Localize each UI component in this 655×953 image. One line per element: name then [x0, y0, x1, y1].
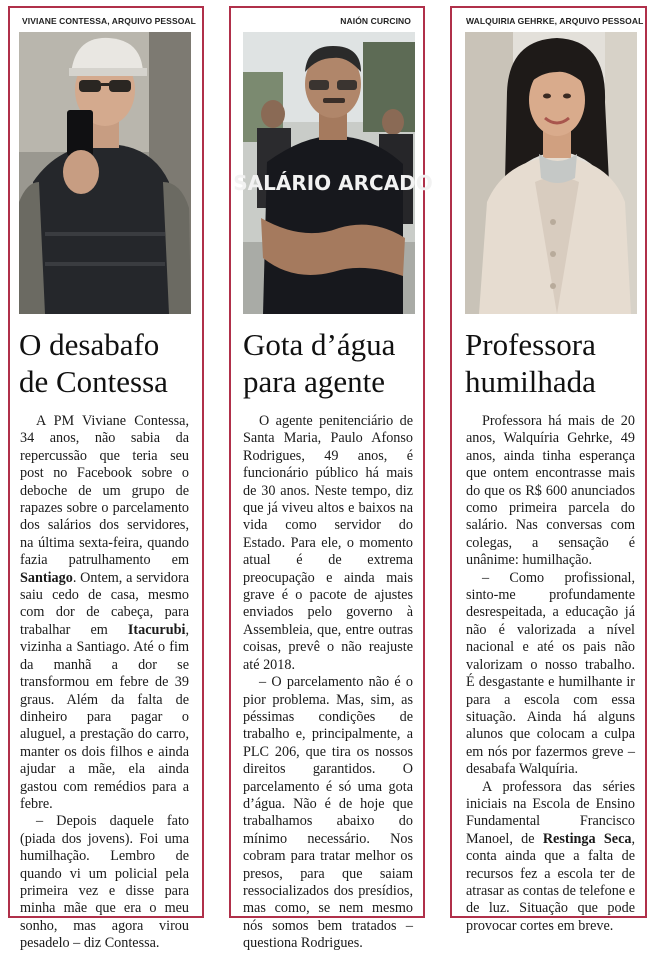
text-run: , vizinha a Santiago. Até o fim da manhã a dor se transformou em febre de 39 graus. Além da falta de dinheiro para pagar o aluguel, a prestação do carro, manter os dois filhos e ainda ajudar a mãe, ela ainda gastou com remédios para a febre.	[20, 621, 189, 812]
place-name: Restinga Seca	[542, 830, 632, 847]
photo-viviane-contessa	[19, 32, 191, 314]
portrait-photo-icon	[19, 32, 191, 314]
article-column-3	[450, 6, 647, 934]
shirt-text: SALÁRIO ARCADO	[233, 171, 433, 195]
article-column-1	[8, 6, 204, 952]
text-run: – Como profissional, sinto-me profundamente desrespeitada, a educação já não é valorizada a nível nacional e até os pais não valorizam o nosso trabalho. É desgastante e humilhante ir para a escola com essa situação. Ainda há alguns alunos que colocam a culpa em nós por fazermos greve – desabafa Walquíria.	[466, 569, 635, 778]
portrait-photo-icon	[465, 32, 637, 314]
article-headline: Professora humilhada	[465, 327, 596, 399]
photo-credit: WALQUIRIA GEHRKE, ARQUIVO PESSOAL	[466, 16, 644, 26]
article-column-2	[229, 6, 433, 952]
article-body	[466, 413, 635, 935]
text-run: Professora há mais de 20 anos, Walquíria Gehrke, 49 anos, ainda tinha esperança que ontem encontrasse mais do que os R$ 600 anunciados como primeira parcela do salário. Nas conversas com colegas, a sensação é unânime: humilhação.	[466, 413, 635, 569]
photo-credit: VIVIANE CONTESSA, ARQUIVO PESSOAL	[22, 16, 196, 26]
text-run: , conta ainda que a falta de recursos fez a escola ter de atrasar as contas de telefone e de luz. Situação que pode provocar cortes em breve.	[466, 830, 636, 934]
article-headline: Gota d’água para agente	[243, 327, 396, 399]
text-run: – Depois daquele fato (piada dos jovens). Foi uma humilhação. Lembro de quando vi um policial pela primeira vez e disse para minha mãe que era o meu sonho, mas agora virou pesadelo – diz Contessa.	[20, 813, 189, 952]
portrait-photo-icon	[233, 32, 433, 314]
article-paragraph	[466, 779, 635, 936]
photo-walquiria-gehrke	[465, 32, 637, 314]
text-run: A professora das séries iniciais na Escola de Ensino Fundamental Francisco Manoel, de	[466, 778, 635, 847]
article-paragraph	[20, 813, 189, 952]
article-paragraph	[243, 413, 413, 674]
photo-paulo-afonso-rodrigues	[233, 32, 433, 314]
article-body	[243, 413, 413, 953]
article-headline: O desabafo de Contessa	[19, 327, 168, 399]
text-run: A PM Viviane Contessa, 34 anos, não sabia da repercussão que teria seu post no Facebook sobre o deboche de um grupo de rapazes sobre o parcelamento dos salários dos servidores, na última sexta-feira, quando fazia patrulhamento em	[20, 413, 189, 569]
article-paragraph	[243, 674, 413, 953]
article-paragraph	[20, 413, 189, 813]
text-run: – O parcelamento não é o pior problema. Mas, sim, as péssimas condições de trabalho e, principalmente, a PLC 206, que tira os nossos direitos garantidos. O parcelamento é só uma gota d’água. Não é de hoje que trabalhamos abaixo do mínimo necessário. Nos cobram para tratar melhor os presos, para que saiam ressocializados dos presídios, mas como, se nem mesmo nós somos bem tratados – questiona Rodrigues.	[243, 674, 413, 952]
article-paragraph	[466, 570, 635, 779]
place-name: Itacurubi	[127, 621, 186, 638]
place-name: Santiago	[20, 569, 73, 586]
text-run: O agente penitenciário de Santa Maria, Paulo Afonso Rodrigues, 49 anos, é funcionário público há mais de 30 anos. Neste tempo, diz que já viveu altos e baixos na vida como servidor do Estado. Para ele, o momento atual é de extrema preocupação e ainda mais grave é o pacote de ajustes enviados pelo governo à Assembleia, que, entre outras coisas, prevê o não reajuste até 2018.	[243, 413, 413, 673]
text-run: . Ontem, a servidora saiu cedo de casa, mesmo com dor de cabeça, para trabalhar em	[20, 569, 189, 638]
article-body	[20, 413, 189, 953]
article-paragraph	[466, 413, 635, 570]
photo-credit: NAIÓN CURCINO	[340, 16, 411, 26]
